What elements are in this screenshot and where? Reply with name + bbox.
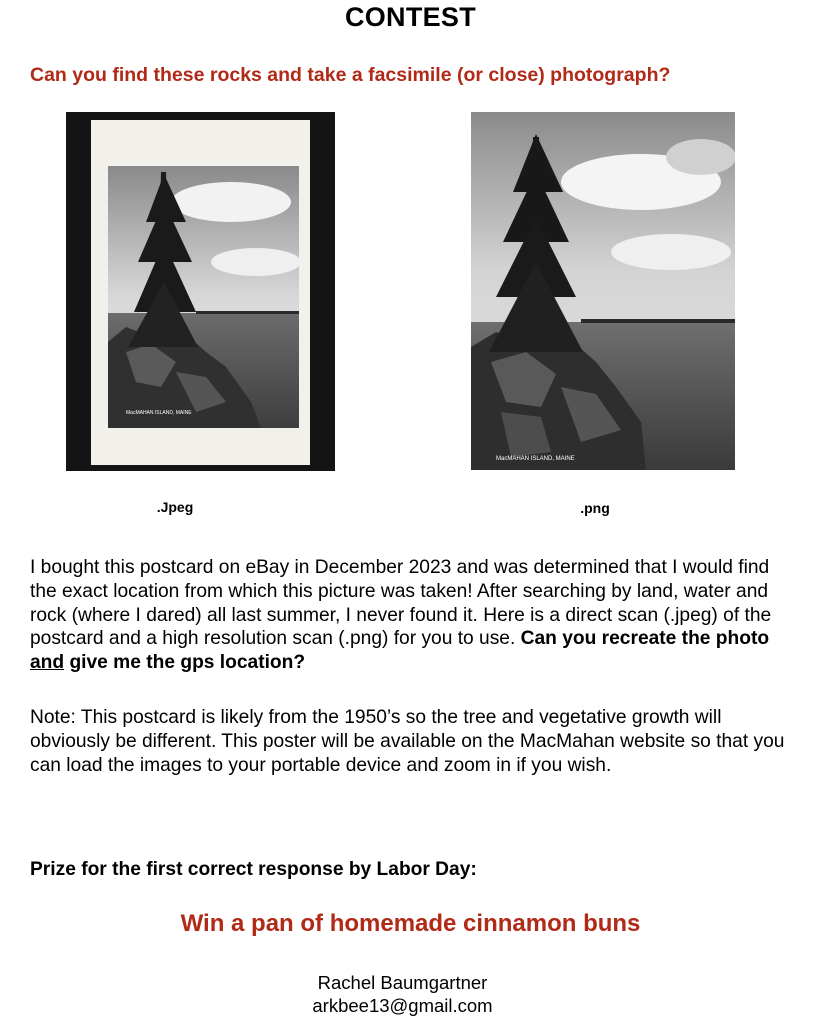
postcard-hires-image (471, 112, 735, 470)
description-paragraph (30, 556, 800, 675)
contact-name: Rachel Baumgartner (317, 972, 488, 993)
description-text: I bought this postcard on eBay in December 2023 and was determined that I would find the exact location from which this picture was taken! After searching by land, water and rock (where I dared) all last summer, I never found it. Here is a direct scan (.jpeg) of the postcard and a high resolution scan (.png) for you to use. (30, 557, 772, 650)
postcard-scan-image (66, 112, 335, 471)
note-paragraph: Note: This postcard is likely from the 1950’s so the tree and vegetative growth will obviously be different. This poster will be available on the MacMahan website so that you can load the images to your portable device and zoom in if you wish. (30, 707, 785, 776)
png-caption: .png (580, 500, 610, 516)
contact-email[interactable]: arkbee13@gmail.com (312, 995, 493, 1016)
postcard-scan-photo-icon (66, 112, 335, 471)
contest-question: Can you find these rocks and take a facsimile (or close) photograph? (30, 64, 671, 86)
prize-heading: Prize for the first correct response by Labor Day: (30, 859, 477, 880)
jpeg-caption: .Jpeg (156, 499, 194, 515)
page-title: CONTEST (344, 2, 477, 32)
request-text: Can you recreate the photo and give me the gps location? (30, 628, 770, 674)
postcard-hires-photo-icon (471, 112, 735, 470)
prize-text: Win a pan of homemade cinnamon buns (180, 910, 641, 937)
postcard-overlay-text: MacMAHAN ISLAND, MAINE (496, 456, 575, 462)
postcard-overlay-text: MacMAHAN ISLAND, MAINE (126, 410, 192, 416)
